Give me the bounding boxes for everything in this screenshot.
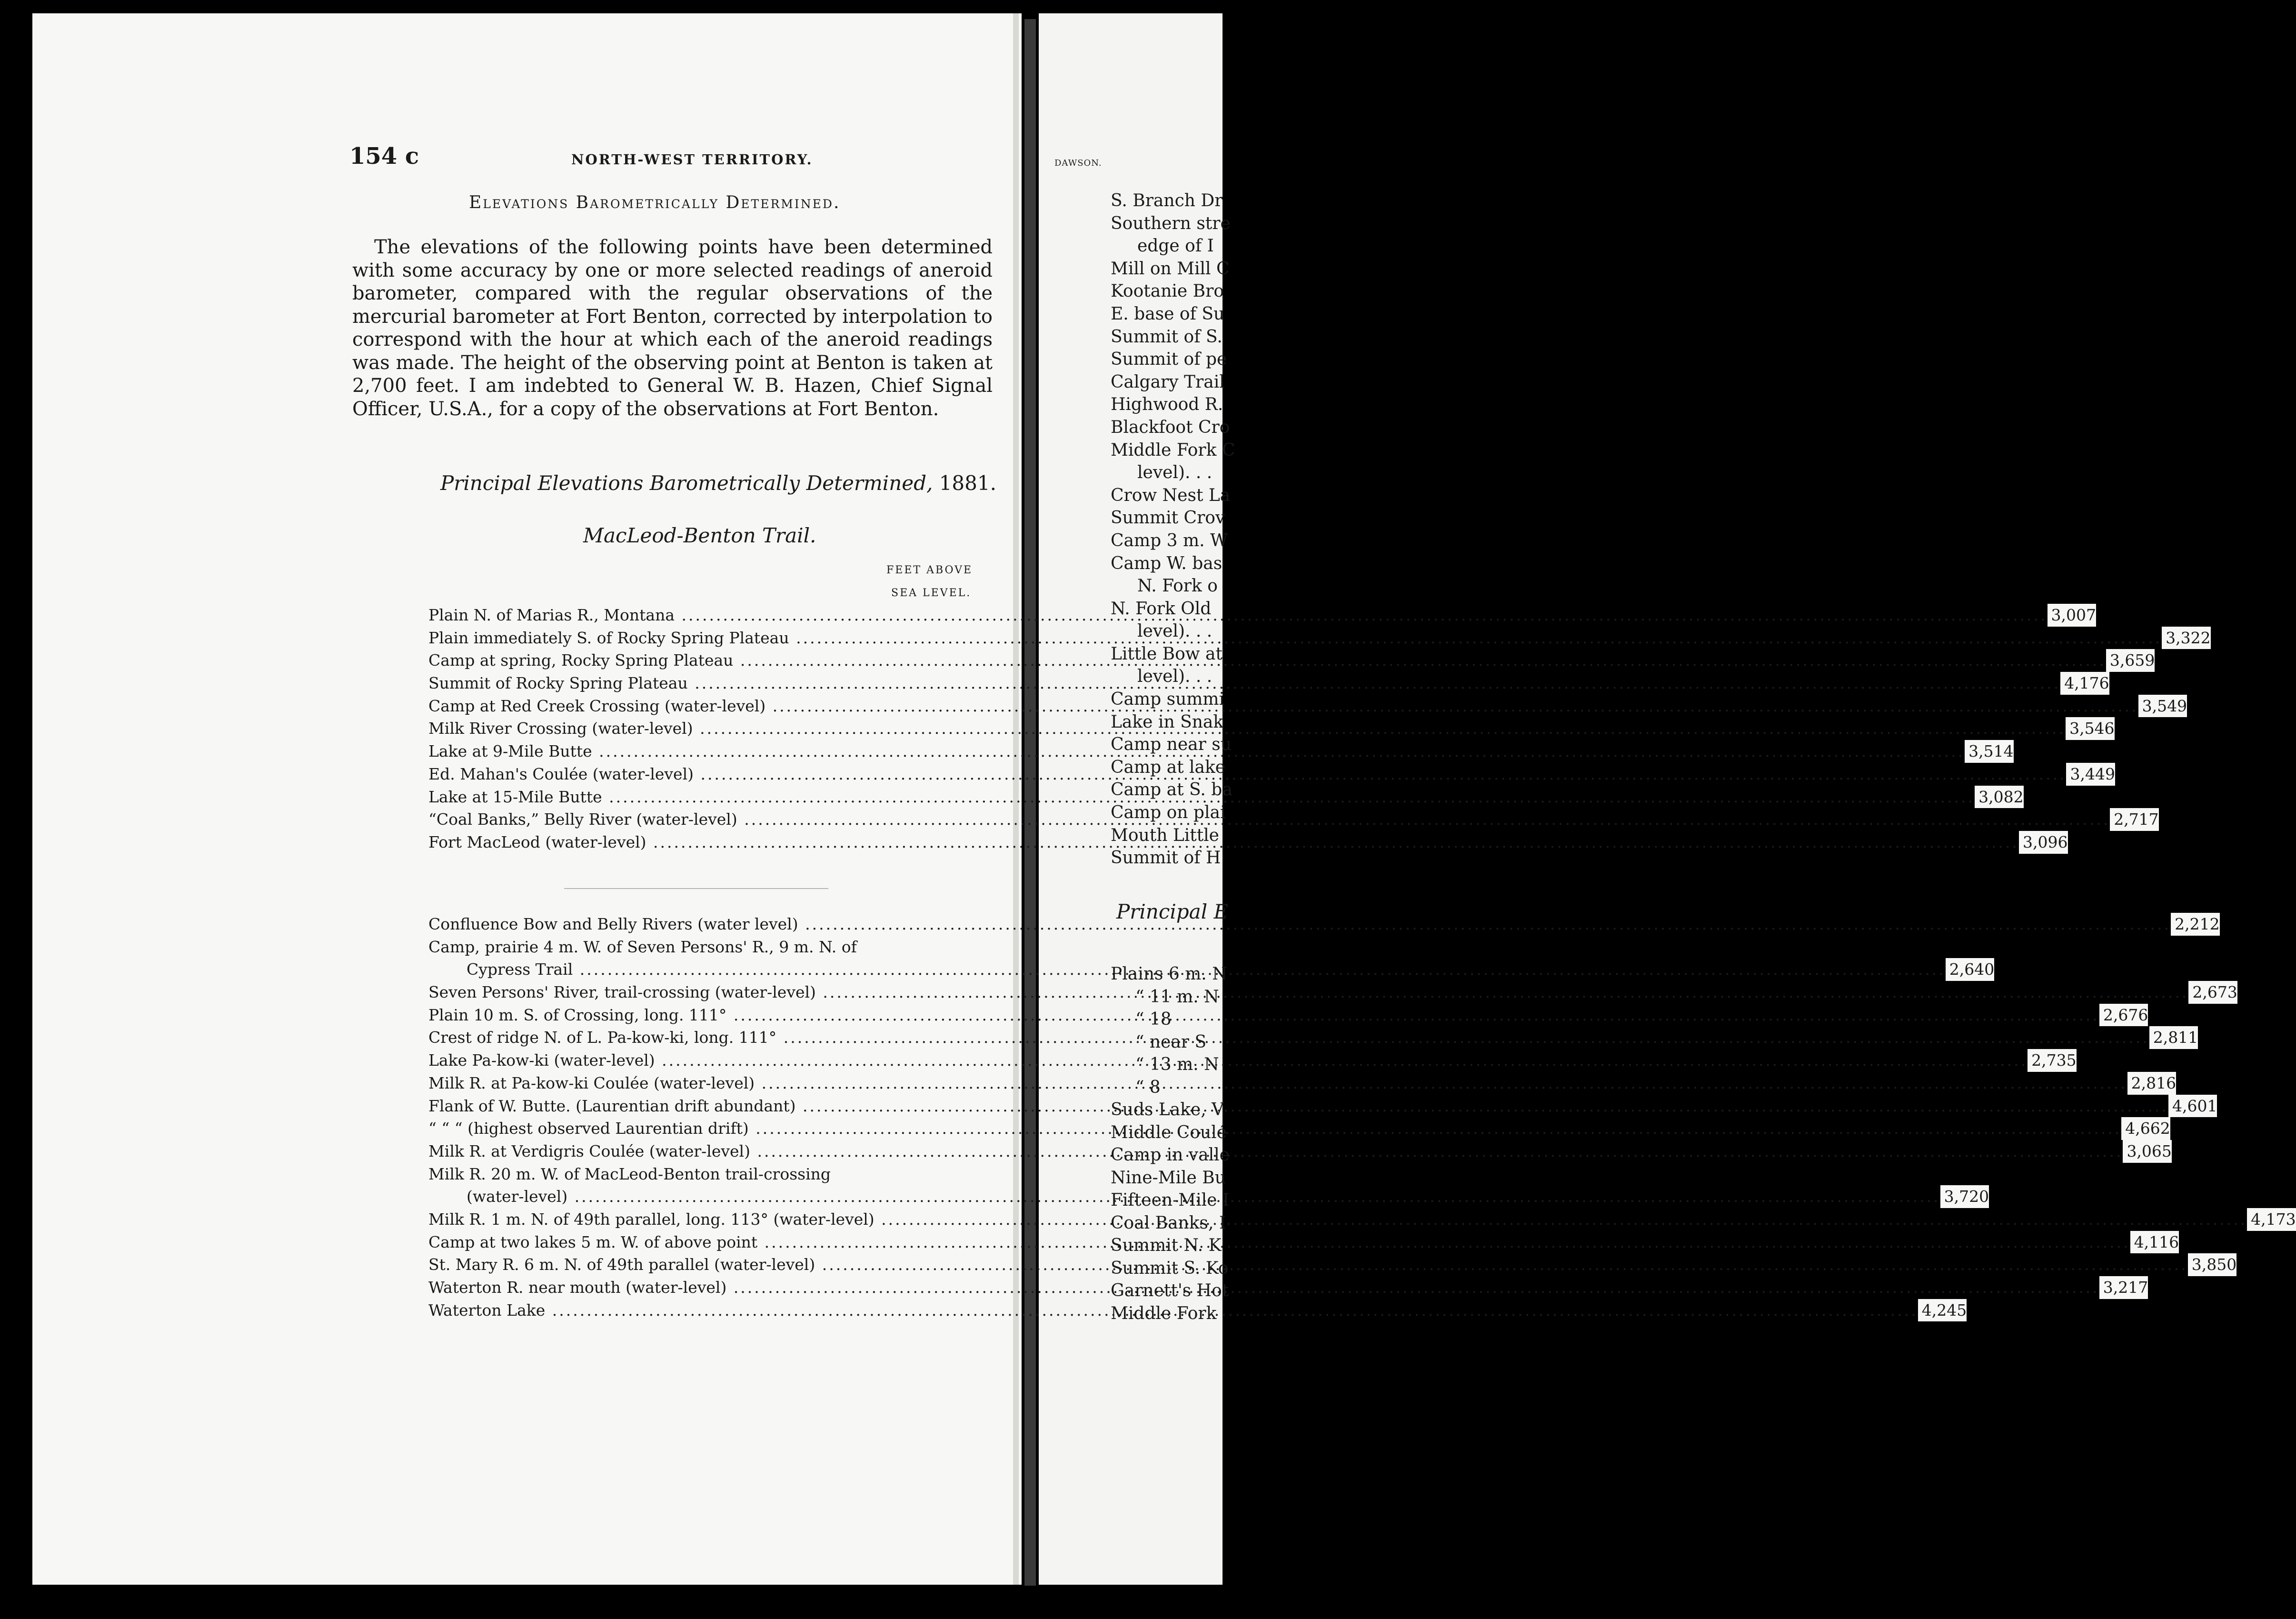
table-row — [428, 1163, 966, 1186]
right-page-line: Highwood R. — [1111, 395, 1223, 415]
location-name: Milk R. at Verdigris Coulée (water-level) ..... — [428, 1140, 2123, 1163]
location-name: Plain N. of Marias R., Montana ..... — [428, 604, 2048, 627]
right-page-line: Camp in valle — [1111, 1145, 1230, 1165]
location-name: Plain 10 m. S. of Crossing, long. 111° ..... — [428, 1004, 2099, 1027]
right-page-line: Summit Crov — [1111, 508, 1225, 528]
right-page-line: Summit N. K — [1111, 1236, 1222, 1255]
page-number: 154 c — [349, 143, 419, 170]
location-name: Flank of W. Butte. (Laurentian drift abundant) ..... — [428, 1095, 2168, 1118]
table-row — [428, 936, 966, 959]
right-page-line: Fifteen-Mile I — [1111, 1190, 1230, 1210]
right-page-line: level). . . — [1137, 463, 1213, 483]
subtitle-year: 1881. — [933, 471, 996, 495]
right-page-line: N. Fork Old — [1111, 599, 1212, 619]
right-page-line: Summit of S. — [1111, 327, 1223, 347]
elevation-value — [908, 936, 966, 959]
location-name: Confluence Bow and Belly Rivers (water level) ..... — [428, 913, 2171, 936]
right-page-line: edge of I — [1137, 236, 1214, 256]
right-page-line: Summit of H — [1111, 848, 1221, 868]
right-page-line: Little Bow at — [1111, 644, 1223, 664]
right-page-line: Kootanie Bro — [1111, 281, 1224, 301]
running-title: NORTH-WEST TERRITORY. — [571, 151, 813, 168]
right-page-line: Camp at lake — [1111, 757, 1226, 777]
elevation-value: 4,245 — [1918, 1299, 1967, 1322]
elevation-value: 3,514 — [1965, 740, 2013, 763]
elevation-value: 2,811 — [2149, 1026, 2198, 1049]
right-page-line: N. Fork o — [1137, 576, 1218, 596]
right-page-line: Camp 3 m. W — [1111, 530, 1228, 550]
location-name: Milk R. at Pa-kow-ki Coulée (water-level) ..... — [428, 1072, 2127, 1095]
right-page-line: Plains 6 m. N — [1111, 964, 1227, 984]
elevation-value: 2,717 — [2110, 808, 2158, 831]
elevation-value: 3,322 — [2162, 627, 2210, 650]
elevation-value: 3,217 — [2099, 1276, 2148, 1299]
location-name: Waterton R. near mouth (water-level) ..... — [428, 1276, 2099, 1299]
right-page-line: Summit S. Ko — [1111, 1258, 1229, 1278]
location-name: Milk R. 20 m. W. of MacLeod-Benton trail-crossing — [428, 1164, 831, 1183]
section-title: Elevations Barometrically Determined. — [469, 193, 841, 212]
right-page-line: “ 8 — [1135, 1077, 1161, 1097]
intro-text: The elevations of the following points have been determined with some accuracy by one or more selected readings of aneroid barometer, compared with the regular observations of the mercurial barometer at Fort Benton, corrected by interpolation to correspond with the hour at which each of the aneroid readings was made. The height of the observing point at Benton is taken at 2,700 feet. I am indebted to General W. B. Hazen, Chief Signal Officer, U.S.A., for a copy of the observations at Fort Benton. — [352, 236, 993, 420]
right-page-line: Coal Banks, I — [1111, 1213, 1226, 1233]
location-name: Cypress Trail ..... — [428, 958, 1946, 981]
right-page-line: Middle Fork — [1111, 1303, 1217, 1323]
elevation-value: 3,065 — [2123, 1140, 2171, 1163]
elevation-value: 3,546 — [2066, 717, 2114, 740]
right-page-line: “ 18 — [1135, 1009, 1172, 1029]
location-name: Lake at 15-Mile Butte ..... — [428, 786, 1975, 809]
right-page-list-top — [1111, 190, 1235, 869]
principal-elevations-subtitle — [440, 471, 996, 495]
right-page-line: Lake in Snak — [1111, 712, 1224, 732]
elevation-value: 4,173 — [2247, 1208, 2296, 1231]
right-page-line: level). . . — [1137, 667, 1213, 687]
elevation-value: 4,601 — [2168, 1095, 2217, 1118]
right-page-line: Middle Fork C — [1111, 440, 1235, 460]
right-page-line: Camp at S. ba — [1111, 780, 1232, 800]
location-name: St. Mary R. 6 m. N. of 49th parallel (water-level) ..... — [428, 1253, 2188, 1276]
elevation-value: 2,673 — [2188, 981, 2237, 1004]
location-name: Fort MacLeod (water-level) ..... — [428, 831, 2019, 854]
intro-paragraph — [352, 236, 993, 420]
location-name: “ “ “ (highest observed Laurentian drift) ..... — [428, 1117, 2121, 1140]
right-page-line: “ 11 m. N — [1135, 987, 1219, 1007]
right-page-line: Crow Nest La — [1111, 485, 1231, 505]
table-row — [428, 913, 2220, 936]
right-page-line: Summit of pe — [1111, 350, 1227, 370]
elevation-value: 3,096 — [2019, 831, 2067, 854]
location-name: Plain immediately S. of Rocky Spring Plateau ..... — [428, 627, 2162, 650]
right-page-line: Calgary Trail — [1111, 372, 1225, 392]
right-page-line: Middle Coulé — [1111, 1122, 1227, 1142]
elevation-value: 3,850 — [2188, 1253, 2236, 1276]
right-page-line: Blackfoot Cro — [1111, 417, 1230, 437]
table-row — [428, 1072, 2177, 1095]
right-page-line: Camp near su — [1111, 735, 1232, 755]
elevation-value: 3,549 — [2138, 695, 2187, 718]
subtitle-italic: Principal Elevations Barometrically Determined, — [440, 471, 933, 495]
right-page-heading: Principal E — [1116, 900, 1229, 923]
elevation-value: 2,640 — [1946, 958, 1994, 981]
right-page-line: Suds Lake, V — [1111, 1100, 1224, 1119]
location-name: “Coal Banks,” Belly River (water-level) ..... — [428, 808, 2110, 831]
right-page-list-bottom — [1111, 963, 1230, 1325]
location-name: Seven Persons' River, trail-crossing (water-level) ..... — [428, 981, 2188, 1004]
location-name: Ed. Mahan's Coulée (water-level) ..... — [428, 763, 2066, 786]
right-page-line: “ near S — [1135, 1032, 1207, 1052]
elevation-value: 2,816 — [2127, 1072, 2176, 1095]
right-page-line: Southern stre — [1111, 213, 1231, 233]
location-name: Waterton Lake ..... — [428, 1299, 1918, 1322]
location-name: (water-level) ..... — [428, 1185, 1940, 1208]
margin-label: DAWSON. — [1054, 158, 1102, 168]
location-name: Crest of ridge N. of L. Pa-kow-ki, long. 111° ..... — [428, 1026, 2149, 1049]
elevation-value: 3,720 — [1940, 1185, 1989, 1208]
right-page-line: Garnett's Hot — [1111, 1281, 1229, 1300]
right-page-line: Camp W. bas — [1111, 553, 1223, 573]
location-name: Milk R. 1 m. N. of 49th parallel, long. 113° (water-level) ..... — [428, 1208, 2247, 1231]
elevation-value: 3,007 — [2048, 604, 2096, 627]
location-name: Camp at spring, Rocky Spring Plateau ..... — [428, 649, 2106, 672]
location-name: Summit of Rocky Spring Plateau ..... — [428, 672, 2060, 695]
right-page-line: Mouth Little — [1111, 825, 1219, 845]
location-name: Camp at two lakes 5 m. W. of above point ..... — [428, 1231, 2130, 1254]
elevation-value: 3,659 — [2106, 649, 2155, 672]
elevation-value: 4,662 — [2121, 1117, 2170, 1140]
table-divider — [564, 888, 828, 889]
elevation-value: 4,176 — [2060, 672, 2109, 695]
location-name: Lake Pa-kow-ki (water-level) ..... — [428, 1049, 2028, 1072]
elevation-value: 2,735 — [2028, 1049, 2076, 1072]
location-name: Camp, prairie 4 m. W. of Seven Persons' R., 9 m. N. of — [428, 937, 857, 956]
elevation-value: 3,449 — [2066, 763, 2115, 786]
elevation-value: 2,212 — [2171, 913, 2219, 936]
trail-subtitle: MacLeod-Benton Trail. — [583, 524, 816, 547]
location-name: Camp at Red Creek Crossing (water-level) ..... — [428, 695, 2138, 718]
right-page-line: “ 13 m. N — [1135, 1055, 1219, 1074]
right-page-line: Camp summi — [1111, 690, 1225, 710]
location-name: Milk River Crossing (water-level) ..... — [428, 717, 2066, 740]
right-page-line: Nine-Mile Bu — [1111, 1168, 1226, 1188]
right-page-line: Camp on plai — [1111, 803, 1226, 823]
elevation-value — [908, 1163, 966, 1186]
elevation-value: 2,676 — [2099, 1004, 2148, 1027]
right-page-line: level). . . — [1137, 621, 1213, 641]
elevation-value: 4,116 — [2130, 1231, 2179, 1254]
elevation-value: 3,082 — [1975, 786, 2023, 809]
right-page-line: Mill on Mill C — [1111, 259, 1230, 279]
location-name: Lake at 9-Mile Butte ..... — [428, 740, 1965, 763]
right-page-line: S. Branch Dr — [1111, 191, 1223, 210]
right-page-line: E. base of Su — [1111, 304, 1225, 324]
